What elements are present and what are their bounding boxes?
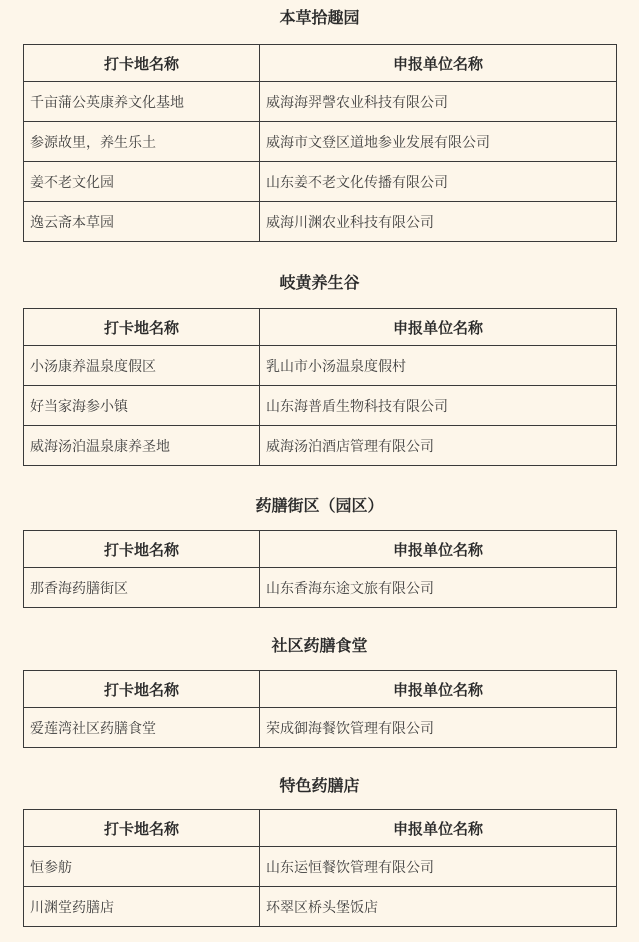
section-title: 社区药膳食堂 (271, 636, 368, 655)
table-header-row (24, 309, 617, 346)
checkin-table (23, 44, 617, 242)
checkin-table (23, 809, 617, 927)
section-title: 药膳街区（园区） (255, 496, 384, 515)
table-row (24, 82, 617, 122)
checkin-name-cell: 逸云斋本草园 (24, 202, 260, 242)
section-title: 特色药膳店 (279, 776, 360, 795)
table-row (24, 568, 617, 608)
applicant-name-cell: 山东海普盾生物科技有限公司 (260, 386, 617, 426)
table-row (24, 708, 617, 748)
header-applicant-name: 申报单位名称 (260, 45, 617, 82)
checkin-name-cell: 川渊堂药膳店 (24, 887, 260, 927)
checkin-name-cell: 小汤康养温泉度假区 (24, 346, 260, 386)
header-applicant-name: 申报单位名称 (260, 531, 617, 568)
applicant-name-cell: 乳山市小汤温泉度假村 (260, 346, 617, 386)
checkin-name-cell: 姜不老文化园 (24, 162, 260, 202)
section-yaoshan-jiequ (23, 495, 616, 608)
checkin-table (23, 670, 617, 748)
header-checkin-name: 打卡地名称 (24, 531, 260, 568)
table-row (24, 847, 617, 887)
checkin-name-cell: 参源故里，养生乐土 (24, 122, 260, 162)
table-row (24, 426, 617, 466)
header-checkin-name: 打卡地名称 (24, 45, 260, 82)
header-applicant-name: 申报单位名称 (260, 810, 617, 847)
header-checkin-name: 打卡地名称 (24, 309, 260, 346)
checkin-name-cell: 那香海药膳街区 (24, 568, 260, 608)
applicant-name-cell: 威海市文登区道地参业发展有限公司 (260, 122, 617, 162)
applicant-name-cell: 威海海羿謦农业科技有限公司 (260, 82, 617, 122)
table-row (24, 386, 617, 426)
header-applicant-name: 申报单位名称 (260, 671, 617, 708)
applicant-name-cell: 山东运恒餐饮管理有限公司 (260, 847, 617, 887)
applicant-name-cell: 山东香海东途文旅有限公司 (260, 568, 617, 608)
table-header-row (24, 45, 617, 82)
table-row (24, 202, 617, 242)
header-checkin-name: 打卡地名称 (24, 671, 260, 708)
table-row (24, 122, 617, 162)
table-row (24, 887, 617, 927)
checkin-table (23, 530, 617, 608)
applicant-name-cell: 威海汤泊酒店管理有限公司 (260, 426, 617, 466)
section-bencao (23, 7, 616, 242)
table-header-row (24, 671, 617, 708)
applicant-name-cell: 荣成御海餐饮管理有限公司 (260, 708, 617, 748)
applicant-name-cell: 威海川渊农业科技有限公司 (260, 202, 617, 242)
checkin-name-cell: 千亩蒲公英康养文化基地 (24, 82, 260, 122)
table-row (24, 162, 617, 202)
table-header-row (24, 810, 617, 847)
checkin-name-cell: 好当家海参小镇 (24, 386, 260, 426)
section-qihuang (23, 272, 616, 466)
table-row (24, 346, 617, 386)
section-title: 岐黄养生谷 (279, 273, 360, 292)
header-checkin-name: 打卡地名称 (24, 810, 260, 847)
applicant-name-cell: 环翠区桥头堡饭店 (260, 887, 617, 927)
section-tese-dian (23, 775, 616, 927)
checkin-table (23, 308, 617, 466)
header-applicant-name: 申报单位名称 (260, 309, 617, 346)
checkin-name-cell: 恒参舫 (24, 847, 260, 887)
checkin-name-cell: 威海汤泊温泉康养圣地 (24, 426, 260, 466)
table-header-row (24, 531, 617, 568)
applicant-name-cell: 山东姜不老文化传播有限公司 (260, 162, 617, 202)
section-shequ-shitang (23, 635, 616, 748)
section-title: 本草拾趣园 (279, 8, 360, 27)
checkin-name-cell: 爱莲湾社区药膳食堂 (24, 708, 260, 748)
